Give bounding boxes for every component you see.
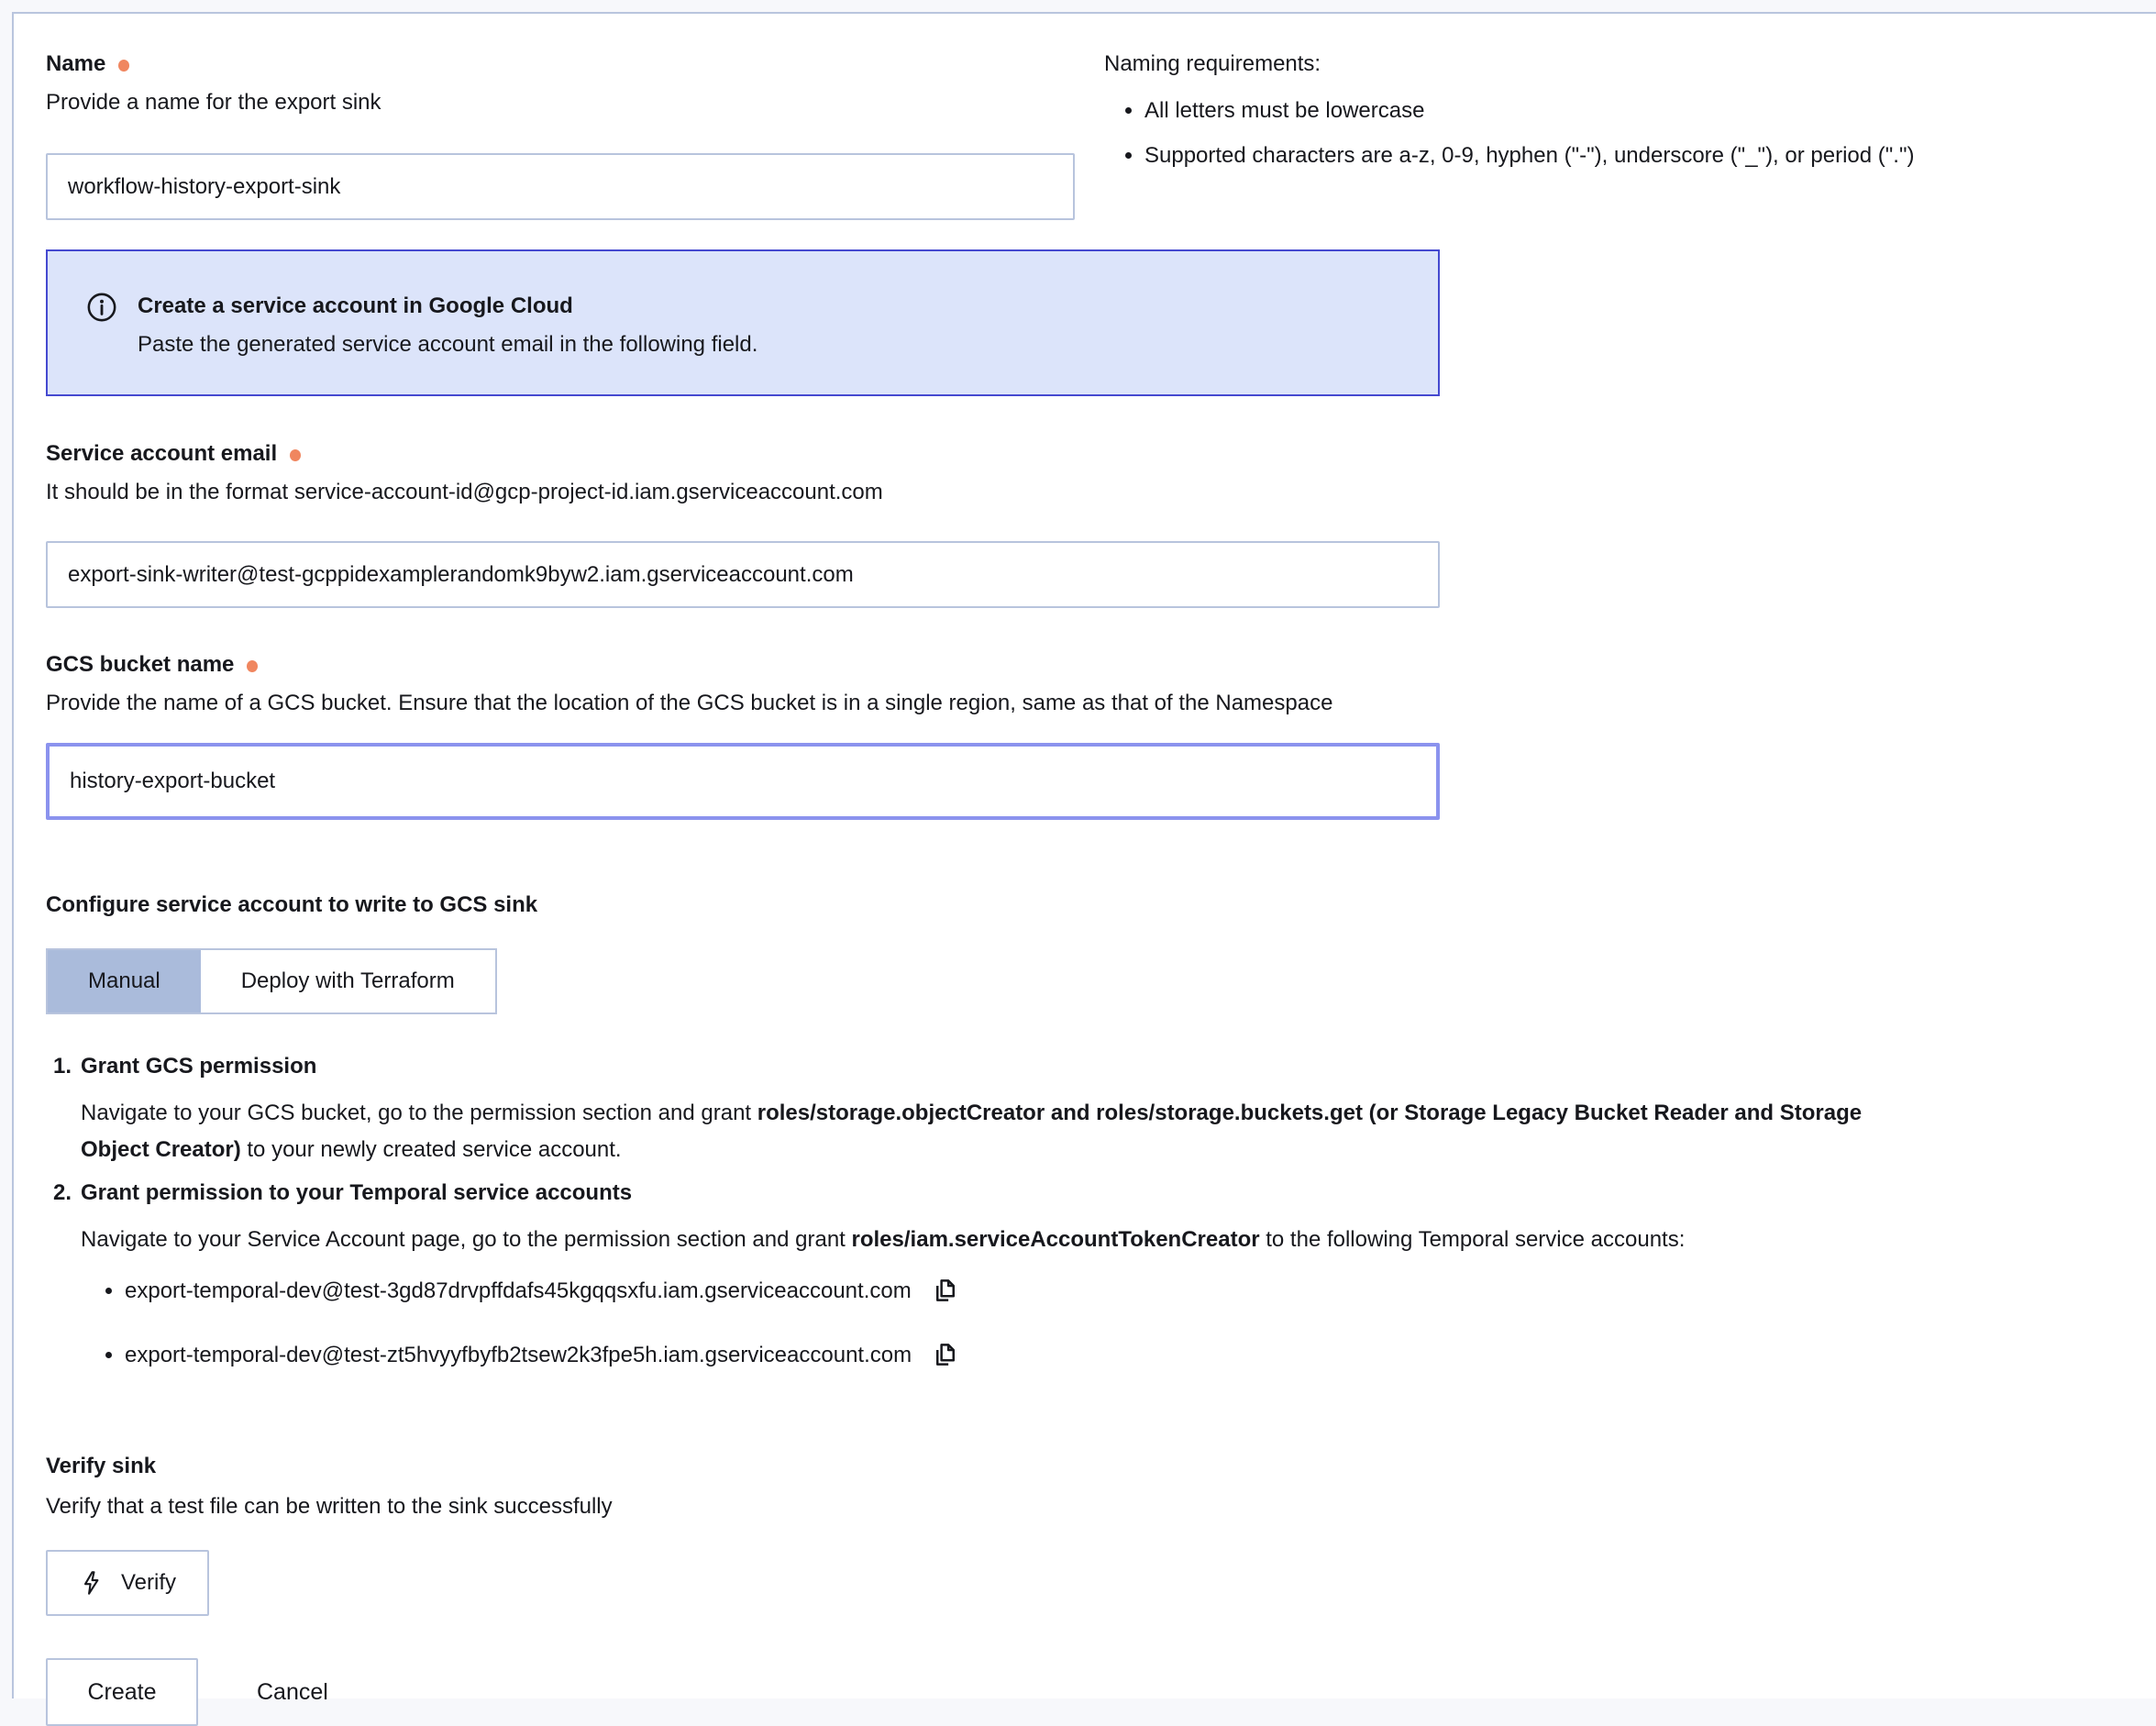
service-account-email: export-temporal-dev@test-3gd87drvpffdafs45kgqqsxfu.iam.gserviceaccount.com — [125, 1278, 912, 1303]
export-sink-form — [12, 12, 2156, 1698]
verify-button-label: Verify — [121, 1570, 176, 1596]
service-account-item — [125, 1273, 1685, 1310]
gcs-bucket-section — [46, 651, 2106, 820]
naming-requirements — [1104, 50, 2106, 183]
configure-tabs — [46, 948, 497, 1014]
copy-icon[interactable] — [932, 1341, 959, 1371]
step-description: Navigate to your GCS bucket, go to the permission section and grant roles/storage.objectCreator and roles/storage.buckets.get (or Storage Legacy Bucket Reader and Storage Object Creator) to your newly created service account. — [81, 1095, 1915, 1168]
required-indicator-icon — [247, 660, 258, 672]
step-grant-gcs-permission — [53, 1053, 2106, 1168]
naming-requirements-title: Naming requirements: — [1104, 50, 2106, 78]
service-account-email: export-temporal-dev@test-zt5hvyyfbyfb2tsew2k3fpe5h.iam.gserviceaccount.com — [125, 1343, 912, 1367]
name-field-label: Name — [46, 50, 105, 78]
gcs-bucket-name-label: GCS bucket name — [46, 651, 234, 679]
copy-icon[interactable] — [932, 1277, 959, 1307]
form-actions — [46, 1658, 2106, 1726]
gcs-bucket-name-description: Provide the name of a GCS bucket. Ensure that the location of the GCS bucket is in a single region, same as that of the Namespace — [46, 690, 2106, 717]
service-account-item — [125, 1337, 1685, 1374]
name-input[interactable] — [46, 153, 1075, 220]
step-grant-temporal-permission — [53, 1179, 2106, 1374]
required-indicator-icon — [290, 449, 301, 461]
lightning-bolt-icon — [79, 1570, 105, 1596]
configure-steps — [53, 1053, 2106, 1374]
service-account-email-label: Service account email — [46, 440, 277, 468]
configure-section-title: Configure service account to write to GCS sink — [46, 890, 2106, 921]
service-account-email-description: It should be in the format service-account-id@gcp-project-id.iam.gserviceaccount.com — [46, 479, 2106, 506]
create-button[interactable]: Create — [46, 1658, 198, 1726]
name-field-description: Provide a name for the export sink — [46, 89, 1075, 116]
step-number: 1. — [53, 1053, 72, 1168]
naming-requirement-item: • All letters must be lowercase — [1144, 93, 2106, 129]
verify-button[interactable] — [46, 1550, 209, 1616]
name-section — [46, 50, 2106, 220]
service-account-email-input[interactable] — [46, 541, 1440, 608]
verify-sink-description: Verify that a test file can be written to the sink successfully — [46, 1493, 2106, 1521]
required-indicator-icon — [118, 60, 129, 72]
step-description: Navigate to your Service Account page, go to the permission section and grant roles/iam.serviceAccountTokenCreator to the following Temporal service accounts: — [81, 1222, 1685, 1258]
info-banner-title: Create a service account in Google Cloud — [138, 292, 757, 321]
info-icon — [86, 292, 117, 327]
info-banner — [46, 249, 1440, 396]
step-number: 2. — [53, 1179, 72, 1374]
cancel-button[interactable]: Cancel — [257, 1658, 328, 1726]
temporal-service-account-list — [81, 1273, 1685, 1374]
gcs-bucket-name-input[interactable] — [46, 743, 1440, 820]
naming-requirement-item: • Supported characters are a-z, 0-9, hyphen ("-"), underscore ("_"), or period (".") — [1144, 138, 2106, 174]
verify-sink-section — [46, 1453, 2106, 1616]
step-title: Grant GCS permission — [81, 1053, 1915, 1080]
tab-deploy-with-terraform[interactable]: Deploy with Terraform — [201, 950, 495, 1012]
step-title: Grant permission to your Temporal service accounts — [81, 1179, 1685, 1207]
verify-sink-title: Verify sink — [46, 1453, 2106, 1480]
tab-manual[interactable]: Manual — [48, 950, 201, 1012]
info-banner-description: Paste the generated service account email in the following field. — [138, 330, 757, 360]
service-account-section — [46, 440, 2106, 608]
